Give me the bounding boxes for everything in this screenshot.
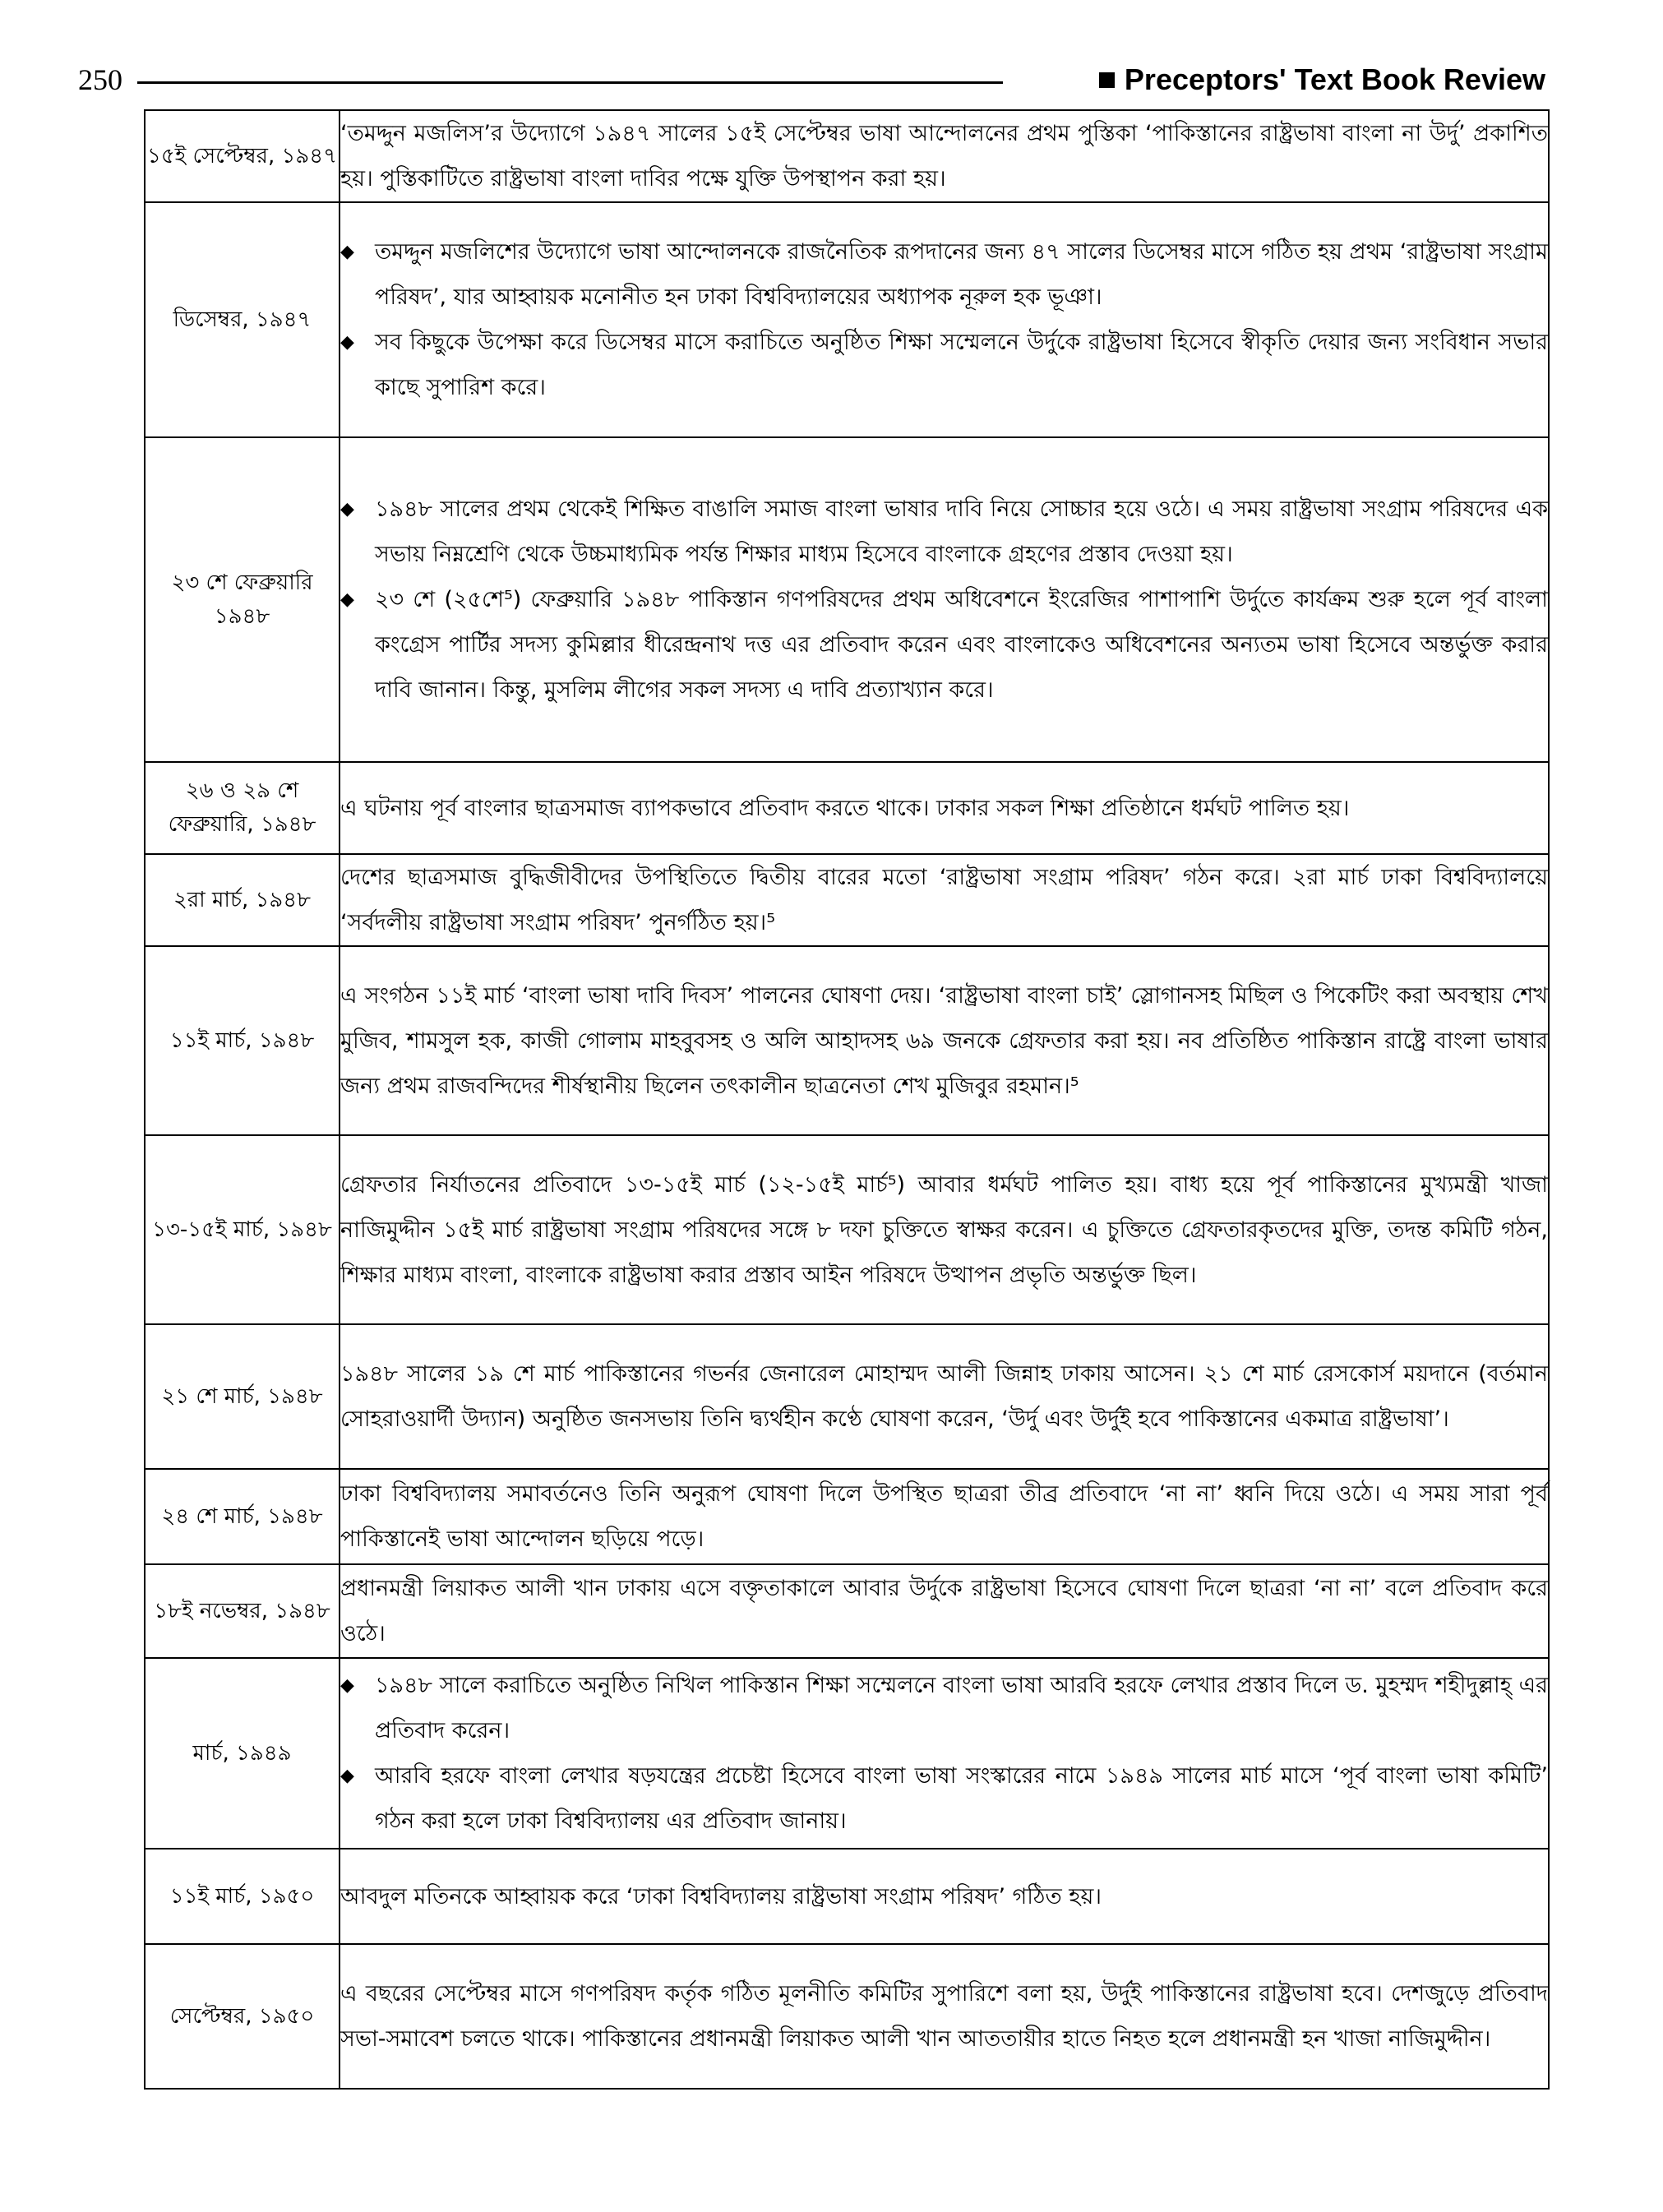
description-cell: [340, 202, 1549, 437]
description-cell: এ বছরের সেপ্টেম্বর মাসে গণপরিষদ কর্তৃক গঠিত মূলনীতি কমিটির সুপারিশে বলা হয়, উর্দুই পাকিস্তানের রাষ্ট্রভাষা হবে। দেশজুড়ে প্রতিবাদ সভা-সমাবেশ চলতে থাকে। পাকিস্তানের প্রধানমন্ত্রী লিয়াকত আলী খান আততায়ীর হাতে নিহত হলে প্রধানমন্ত্রী হন খাজা নাজিমুদ্দীন।: [340, 1944, 1549, 2089]
date-cell: ২রা মার্চ, ১৯৪৮: [145, 854, 340, 946]
date-cell: মার্চ, ১৯৪৯: [145, 1658, 340, 1849]
table-row: [145, 1849, 1549, 1944]
description-cell: প্রধানমন্ত্রী লিয়াকত আলী খান ঢাকায় এসে বক্তৃতাকালে আবার উর্দুকে রাষ্ট্রভাষা হিসেবে ঘোষণা দিলে ছাত্ররা ‘না না’ বলে প্রতিবাদ করে ওঠে।: [340, 1564, 1549, 1658]
date-cell: ১৩-১৫ই মার্চ, ১৯৪৮: [145, 1135, 340, 1324]
description-cell: এ সংগঠন ১১ই মার্চ ‘বাংলা ভাষা দাবি দিবস’ পালনের ঘোষণা দেয়। ‘রাষ্ট্রভাষা বাংলা চাই’ স্লোগানসহ মিছিল ও পিকেটিং করা অবস্থায় শেখ মুজিব, শামসুল হক, কাজী গোলাম মাহবুবসহ ও অলি আহাদসহ ৬৯ জনকে গ্রেফতার করা হয়। নব প্রতিষ্ঠিত পাকিস্তান রাষ্ট্রে বাংলা ভাষার জন্য প্রথম রাজবন্দিদের শীর্ষস্থানীয় ছিলেন তৎকালীন ছাত্রনেতা শেখ মুজিবুর রহমান।⁵: [340, 946, 1549, 1135]
bullet-text: ১৯৪৮ সালের প্রথম থেকেই শিক্ষিত বাঙালি সমাজ বাংলা ভাষার দাবি নিয়ে সোচ্চার হয়ে ওঠে। এ সময় রাষ্ট্রভাষা সংগ্রাম পরিষদের এক সভায় নিম্নশ্রেণি থেকে উচ্চমাধ্যমিক পর্যন্ত শিক্ষার মাধ্যম হিসেবে বাংলাকে গ্রহণের প্রস্তাব দেওয়া হয়।: [375, 496, 1548, 567]
table-row: [145, 1469, 1549, 1564]
page-number: 250: [78, 63, 122, 96]
table-row: [145, 110, 1549, 202]
table-row: [145, 1944, 1549, 2089]
description-cell: গ্রেফতার নির্যাতনের প্রতিবাদে ১৩-১৫ই মার্চ (১২-১৫ই মার্চ⁵) আবার ধর্মঘট পালিত হয়। বাধ্য হয়ে পূর্ব পাকিস্তানের মুখ্যমন্ত্রী খাজা নাজিমুদ্দীন ১৫ই মার্চ রাষ্ট্রভাষা সংগ্রাম পরিষদের সঙ্গে ৮ দফা চুক্তিতে স্বাক্ষর করেন। এ চুক্তিতে গ্রেফতারকৃতদের মুক্তি, তদন্ত কমিটি গঠন, শিক্ষার মাধ্যম বাংলা, বাংলাকে রাষ্ট্রভাষা করার প্রস্তাব আইন পরিষদে উত্থাপন প্রভৃতি অন্তর্ভুক্ত ছিল।: [340, 1135, 1549, 1324]
date-cell: ডিসেম্বর, ১৯৪৭: [145, 202, 340, 437]
diamond-bullet-icon: ◆: [340, 332, 354, 353]
description-cell: ১৯৪৮ সালের ১৯ শে মার্চ পাকিস্তানের গভর্নর জেনারেল মোহাম্মদ আলী জিন্নাহ ঢাকায় আসেন। ২১ শে মার্চ রেসকোর্স ময়দানে (বর্তমান সোহরাওয়ার্দী উদ্যান) অনুষ্ঠিত জনসভায় তিনি দ্ব্যর্থহীন কণ্ঠে ঘোষণা করেন, ‘উর্দু এবং উর্দুই হবে পাকিস্তানের একমাত্র রাষ্ট্রভাষা’।: [340, 1324, 1549, 1469]
date-cell: ২৬ ও ২৯ শে ফেব্রুয়ারি, ১৯৪৮: [145, 762, 340, 854]
description-cell: [340, 437, 1549, 762]
header-rule: [137, 81, 1003, 84]
table-row: [145, 854, 1549, 946]
date-cell: ১৮ই নভেম্বর, ১৯৪৮: [145, 1564, 340, 1658]
description-cell: [340, 1658, 1549, 1849]
page-header: [78, 59, 1545, 100]
header-title-text: Preceptors' Text Book Review: [1124, 62, 1545, 96]
bullet-item: [340, 1663, 1548, 1753]
description-cell: ‘তমদ্দুন মজলিস’র উদ্যোগে ১৯৪৭ সালের ১৫ই সেপ্টেম্বর ভাষা আন্দোলনের প্রথম পুস্তিকা ‘পাকিস্তানের রাষ্ট্রভাষা বাংলা না উর্দু’ প্রকাশিত হয়। পুস্তিকাটিতে রাষ্ট্রভাষা বাংলা দাবির পক্ষে যুক্তি উপস্থাপন করা হয়।: [340, 110, 1549, 202]
bullet-item: [340, 577, 1548, 713]
bullet-text: আরবি হরফে বাংলা লেখার ষড়যন্ত্রের প্রচেষ্টা হিসেবে বাংলা ভাষা সংস্কারের নামে ১৯৪৯ সালের মার্চ মাসে ‘পূর্ব বাংলা ভাষা কমিটি’ গঠন করা হলে ঢাকা বিশ্ববিদ্যালয় এর প্রতিবাদ জানায়।: [375, 1763, 1548, 1834]
diamond-bullet-icon: ◆: [340, 1766, 354, 1786]
description-cell: ঢাকা বিশ্ববিদ্যালয় সমাবর্তনেও তিনি অনুরূপ ঘোষণা দিলে উপস্থিত ছাত্ররা তীব্র প্রতিবাদে ‘না না’ ধ্বনি দিয়ে ওঠে। এ সময় সারা পূর্ব পাকিস্তানেই ভাষা আন্দোলন ছড়িয়ে পড়ে।: [340, 1469, 1549, 1564]
diamond-bullet-icon: ◆: [340, 1675, 354, 1696]
date-cell: সেপ্টেম্বর, ১৯৫০: [145, 1944, 340, 2089]
date-cell: ১১ই মার্চ, ১৯৪৮: [145, 946, 340, 1135]
date-cell: ১৫ই সেপ্টেম্বর, ১৯৪৭: [145, 110, 340, 202]
table-row: [145, 1658, 1549, 1849]
table-row: [145, 762, 1549, 854]
date-cell: ১১ই মার্চ, ১৯৫০: [145, 1849, 340, 1944]
date-cell: ২৪ শে মার্চ, ১৯৪৮: [145, 1469, 340, 1564]
header-title: [1099, 59, 1545, 100]
bullet-text: ২৩ শে (২৫শে⁵) ফেব্রুয়ারি ১৯৪৮ পাকিস্তান গণপরিষদের প্রথম অধিবেশনে ইংরেজির পাশাপাশি উর্দুতে কার্যক্রম শুরু হলে পূর্ব বাংলা কংগ্রেস পার্টির সদস্য কুমিল্লার ধীরেন্দ্রনাথ দত্ত এর প্রতিবাদ করেন এবং বাংলাকেও অধিবেশনের অন্যতম ভাষা হিসেবে অন্তর্ভুক্ত করার দাবি জানান। কিন্তু, মুসলিম লীগের সকল সদস্য এ দাবি প্রত্যাখ্যান করে।: [375, 587, 1548, 703]
diamond-bullet-icon: ◆: [340, 589, 354, 610]
table-row: [145, 437, 1549, 762]
bullet-text: তমদ্দুন মজলিশের উদ্যোগে ভাষা আন্দোলনকে রাজনৈতিক রূপদানের জন্য ৪৭ সালের ডিসেম্বর মাসে গঠিত হয় প্রথম ‘রাষ্ট্রভাষা সংগ্রাম পরিষদ’, যার আহ্বায়ক মনোনীত হন ঢাকা বিশ্ববিদ্যালয়ের অধ্যাপক নূরুল হক ভূঞা।: [375, 239, 1548, 310]
table-row: [145, 1324, 1549, 1469]
bullet-text: ১৯৪৮ সালে করাচিতে অনুষ্ঠিত নিখিল পাকিস্তান শিক্ষা সম্মেলনে বাংলা ভাষা আরবি হরফে লেখার প্রস্তাব দিলে ড. মুহম্মদ শহীদুল্লাহ্ এর প্রতিবাদ করেন।: [375, 1673, 1548, 1743]
date-cell: ২৩ শে ফেব্রুয়ারি ১৯৪৮: [145, 437, 340, 762]
description-cell: এ ঘটনায় পূর্ব বাংলার ছাত্রসমাজ ব্যাপকভাবে প্রতিবাদ করতে থাকে। ঢাকার সকল শিক্ষা প্রতিষ্ঠানে ধর্মঘট পালিত হয়।: [340, 762, 1549, 854]
bullet-item: [340, 320, 1548, 410]
timeline-table: [144, 109, 1550, 2090]
table-row: [145, 946, 1549, 1135]
description-cell: দেশের ছাত্রসমাজ বুদ্ধিজীবীদের উপস্থিতিতে দ্বিতীয় বারের মতো ‘রাষ্ট্রভাষা সংগ্রাম পরিষদ’ গঠন করে। ২রা মার্চ ঢাকা বিশ্ববিদ্যালয়ে ‘সর্বদলীয় রাষ্ট্রভাষা সংগ্রাম পরিষদ’ পুনর্গঠিত হয়।⁵: [340, 854, 1549, 946]
square-bullet-icon: [1099, 72, 1115, 88]
bullet-item: [340, 487, 1548, 577]
table-row: [145, 202, 1549, 437]
diamond-bullet-icon: ◆: [340, 242, 354, 262]
bullet-item: [340, 1753, 1548, 1844]
diamond-bullet-icon: ◆: [340, 499, 354, 520]
bullet-text: সব কিছুকে উপেক্ষা করে ডিসেম্বর মাসে করাচিতে অনুষ্ঠিত শিক্ষা সম্মেলনে উর্দুকে রাষ্ট্রভাষা হিসেবে স্বীকৃতি দেয়ার জন্য সংবিধান সভার কাছে সুপারিশ করে।: [375, 330, 1548, 400]
bullet-item: [340, 229, 1548, 320]
table-row: [145, 1135, 1549, 1324]
table-row: [145, 1564, 1549, 1658]
description-cell: আবদুল মতিনকে আহ্বায়ক করে ‘ঢাকা বিশ্ববিদ্যালয় রাষ্ট্রভাষা সংগ্রাম পরিষদ’ গঠিত হয়।: [340, 1849, 1549, 1944]
date-cell: ২১ শে মার্চ, ১৯৪৮: [145, 1324, 340, 1469]
